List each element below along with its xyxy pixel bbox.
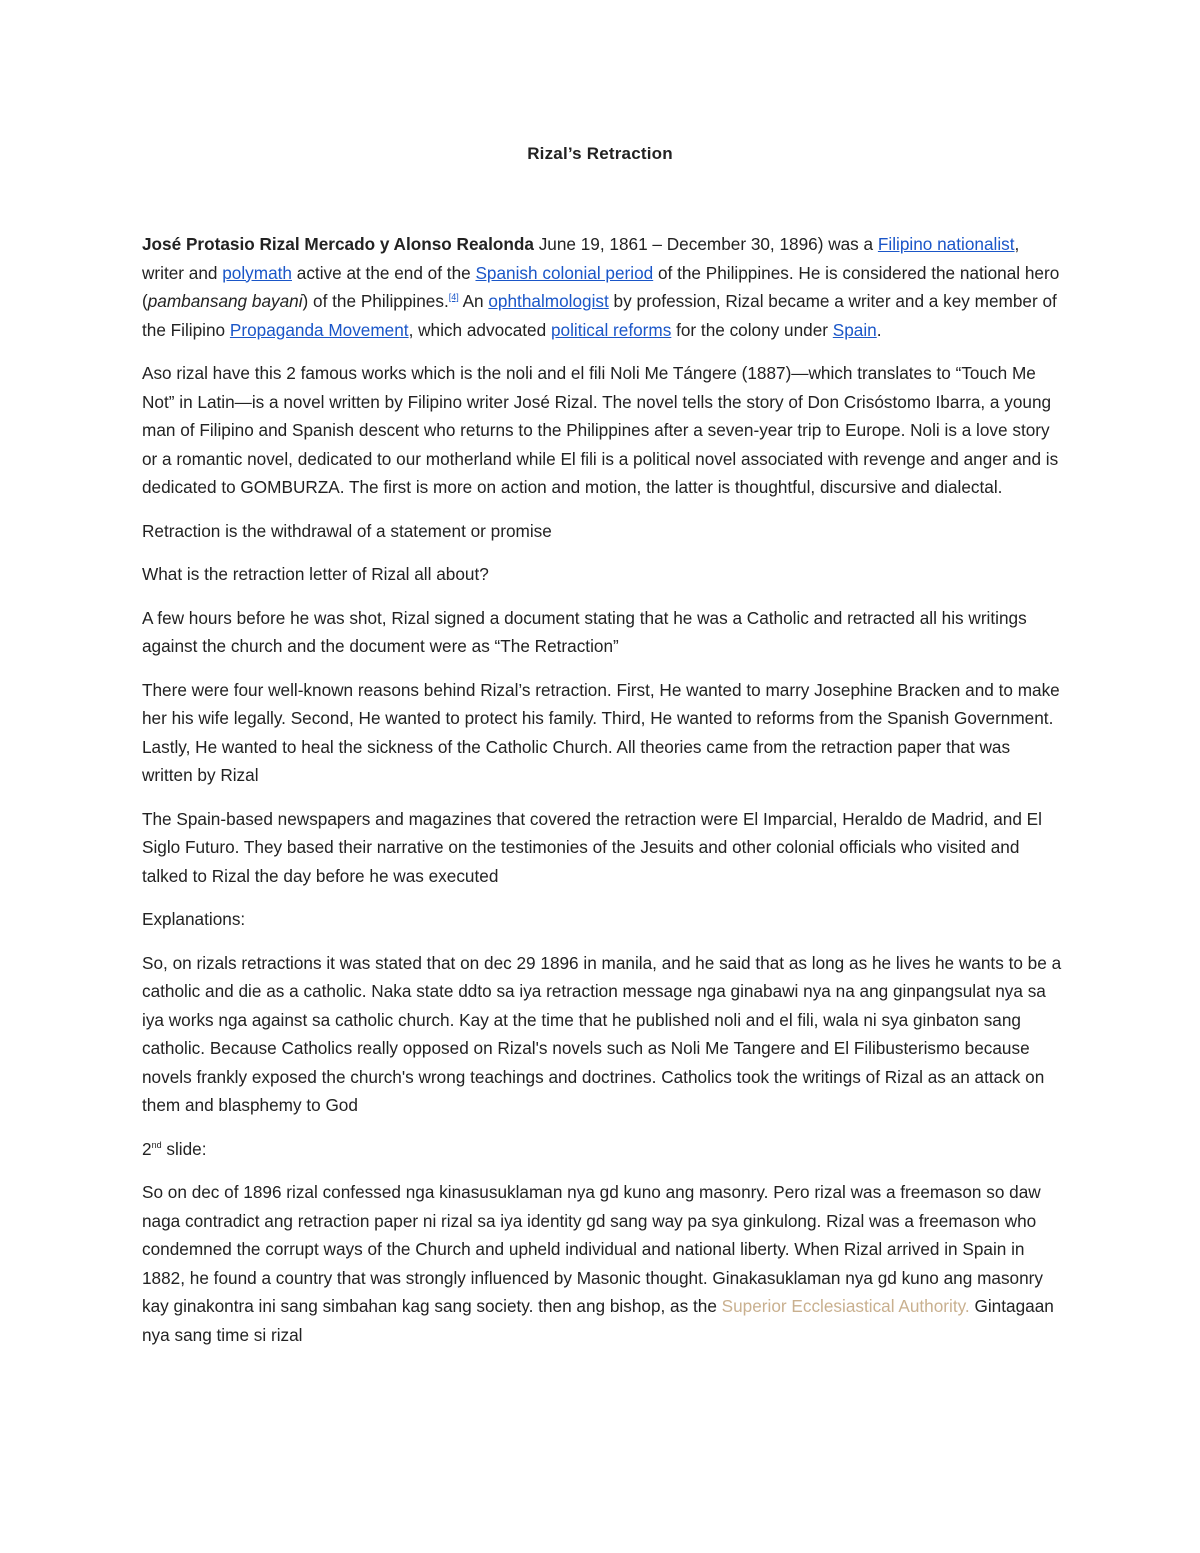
- paragraph-newspapers: The Spain-based newspapers and magazines that covered the retraction were El Imparcial, Heraldo de Madrid, and El Siglo Futuro. They based their narrative on the testimonies of the Jesuits and other colonial officials who visited and talked to Rizal the day before he was executed: [142, 808, 1042, 886]
- paragraph-signed-document: A few hours before he was shot, Rizal signed a document stating that he was a Catholic and retracted all his writings against the church and the document were as “The Retraction”: [142, 607, 1027, 656]
- text-span: So on dec of 1896 rizal confessed nga kinasusuklaman nya gd kuno ang masonry. Pero rizal was a freemason so daw naga contradict ang retraction paper ni rizal sa iya identity gd sang way pa sya ginkulong. Rizal was a freemason who condemned the corrupt ways of the Church and upheld individual and national liberty. When Rizal arrived in Spain in 1882, he found a country that was strongly influenced by Masonic thought. Ginakasuklaman nya gd kuno ang masonry kay ginakontra ini sang simbahan kag sang society. then ang bishop, as the: [142, 1182, 1043, 1316]
- paragraph-famous-works: Aso rizal have this 2 famous works which is the noli and el fili Noli Me Tángere (1887)—which translates to “Touch Me Not” in Latin—is a novel written by Filipino writer José Rizal. The novel tells the story of Don Crisóstomo Ibarra, a young man of Filipino and Spanish descent who returns to the Philippines after a seven-year trip to Europe. Noli is a love story or a romantic novel, dedicated to our motherland while El fili is a political novel associated with revenge and anger and is dedicated to GOMBURZA. The first is more on action and motion, the latter is thoughtful, discursive and dialectal.: [142, 363, 1059, 497]
- paragraph-intro: [142, 230, 1062, 344]
- text-span: 2: [142, 1138, 152, 1159]
- text-span: by profession, Rizal became a writer and a key member of the Filipino: [142, 291, 1057, 340]
- text-span: Gintagaan nya sang time si rizal: [142, 1296, 1054, 1345]
- link-spain[interactable]: Spain: [832, 319, 877, 340]
- paragraph-second-slide: [142, 1135, 1062, 1164]
- paragraph-explanations-heading: Explanations:: [142, 909, 246, 929]
- italic-term: pambansang bayani: [147, 291, 303, 311]
- page-title: Rizal’s Retraction: [527, 144, 673, 163]
- text-span: June 19, 1861 – December 30, 1896) was a: [533, 234, 878, 254]
- link-reference[interactable]: [4]: [448, 292, 459, 302]
- text-span: ) of the Philippines.: [302, 291, 449, 311]
- paragraph-four-reasons: There were four well-known reasons behind Rizal’s retraction. First, He wanted to marry Josephine Bracken and to make her his wife legally. Second, He wanted to protect his family. Third, He wanted to reforms from the Spanish Government. Lastly, He wanted to heal the sickness of the Catholic Church. All theories came from the retraction paper that was written by Rizal: [142, 679, 1060, 785]
- text-span: slide:: [161, 1138, 207, 1159]
- link-ophthalmologist[interactable]: ophthalmologist: [488, 291, 609, 311]
- paragraph-explanation: So, on rizals retractions it was stated that on dec 29 1896 in manila, and he said that as long as he lives he wants to be a catholic and die as a catholic. Naka state ddto sa iya retraction message nga ginabawi nya na ang ginpangsulat nya sa iya works nga against sa catholic church. Kay at the time that he published noli and el fili, wala ni sya ginbaton sang catholic. Because Catholics really opposed on Rizal's novels such as Noli Me Tangere and El Filibusterismo because novels frankly exposed the church's wrong teachings and doctrines. Catholics took the writings of Rizal as an attack on them and blasphemy to God: [142, 952, 1062, 1115]
- paragraph-question: What is the retraction letter of Rizal all about?: [142, 564, 489, 584]
- ordinal-suffix: nd: [151, 1139, 162, 1150]
- text-span: active at the end of the: [292, 262, 476, 283]
- text-span: An: [458, 291, 489, 311]
- text-span: for the colony under: [671, 319, 833, 340]
- paragraph-retraction-definition: Retraction is the withdrawal of a statement or promise: [142, 520, 552, 541]
- paragraph-masonry: [142, 1178, 1062, 1349]
- document-body: [142, 230, 1062, 1364]
- bold-name: José Protasio Rizal Mercado y Alonso Realonda: [142, 234, 534, 254]
- link-polymath[interactable]: polymath: [222, 262, 292, 283]
- text-span: .: [876, 319, 882, 340]
- text-span: , which advocated: [408, 319, 551, 340]
- faint-text: Superior Ecclesiastical Authority.: [721, 1296, 970, 1316]
- link-political-reforms[interactable]: political reforms: [550, 319, 672, 340]
- link-propaganda-movement[interactable]: Propaganda Movement: [229, 319, 409, 340]
- link-spanish-colonial-period[interactable]: Spanish colonial period: [475, 262, 654, 283]
- link-filipino-nationalist[interactable]: Filipino nationalist: [877, 234, 1015, 254]
- text-span: of the Philippines. He is considered the national hero (: [142, 262, 1060, 311]
- text-span: , writer and: [142, 234, 1020, 283]
